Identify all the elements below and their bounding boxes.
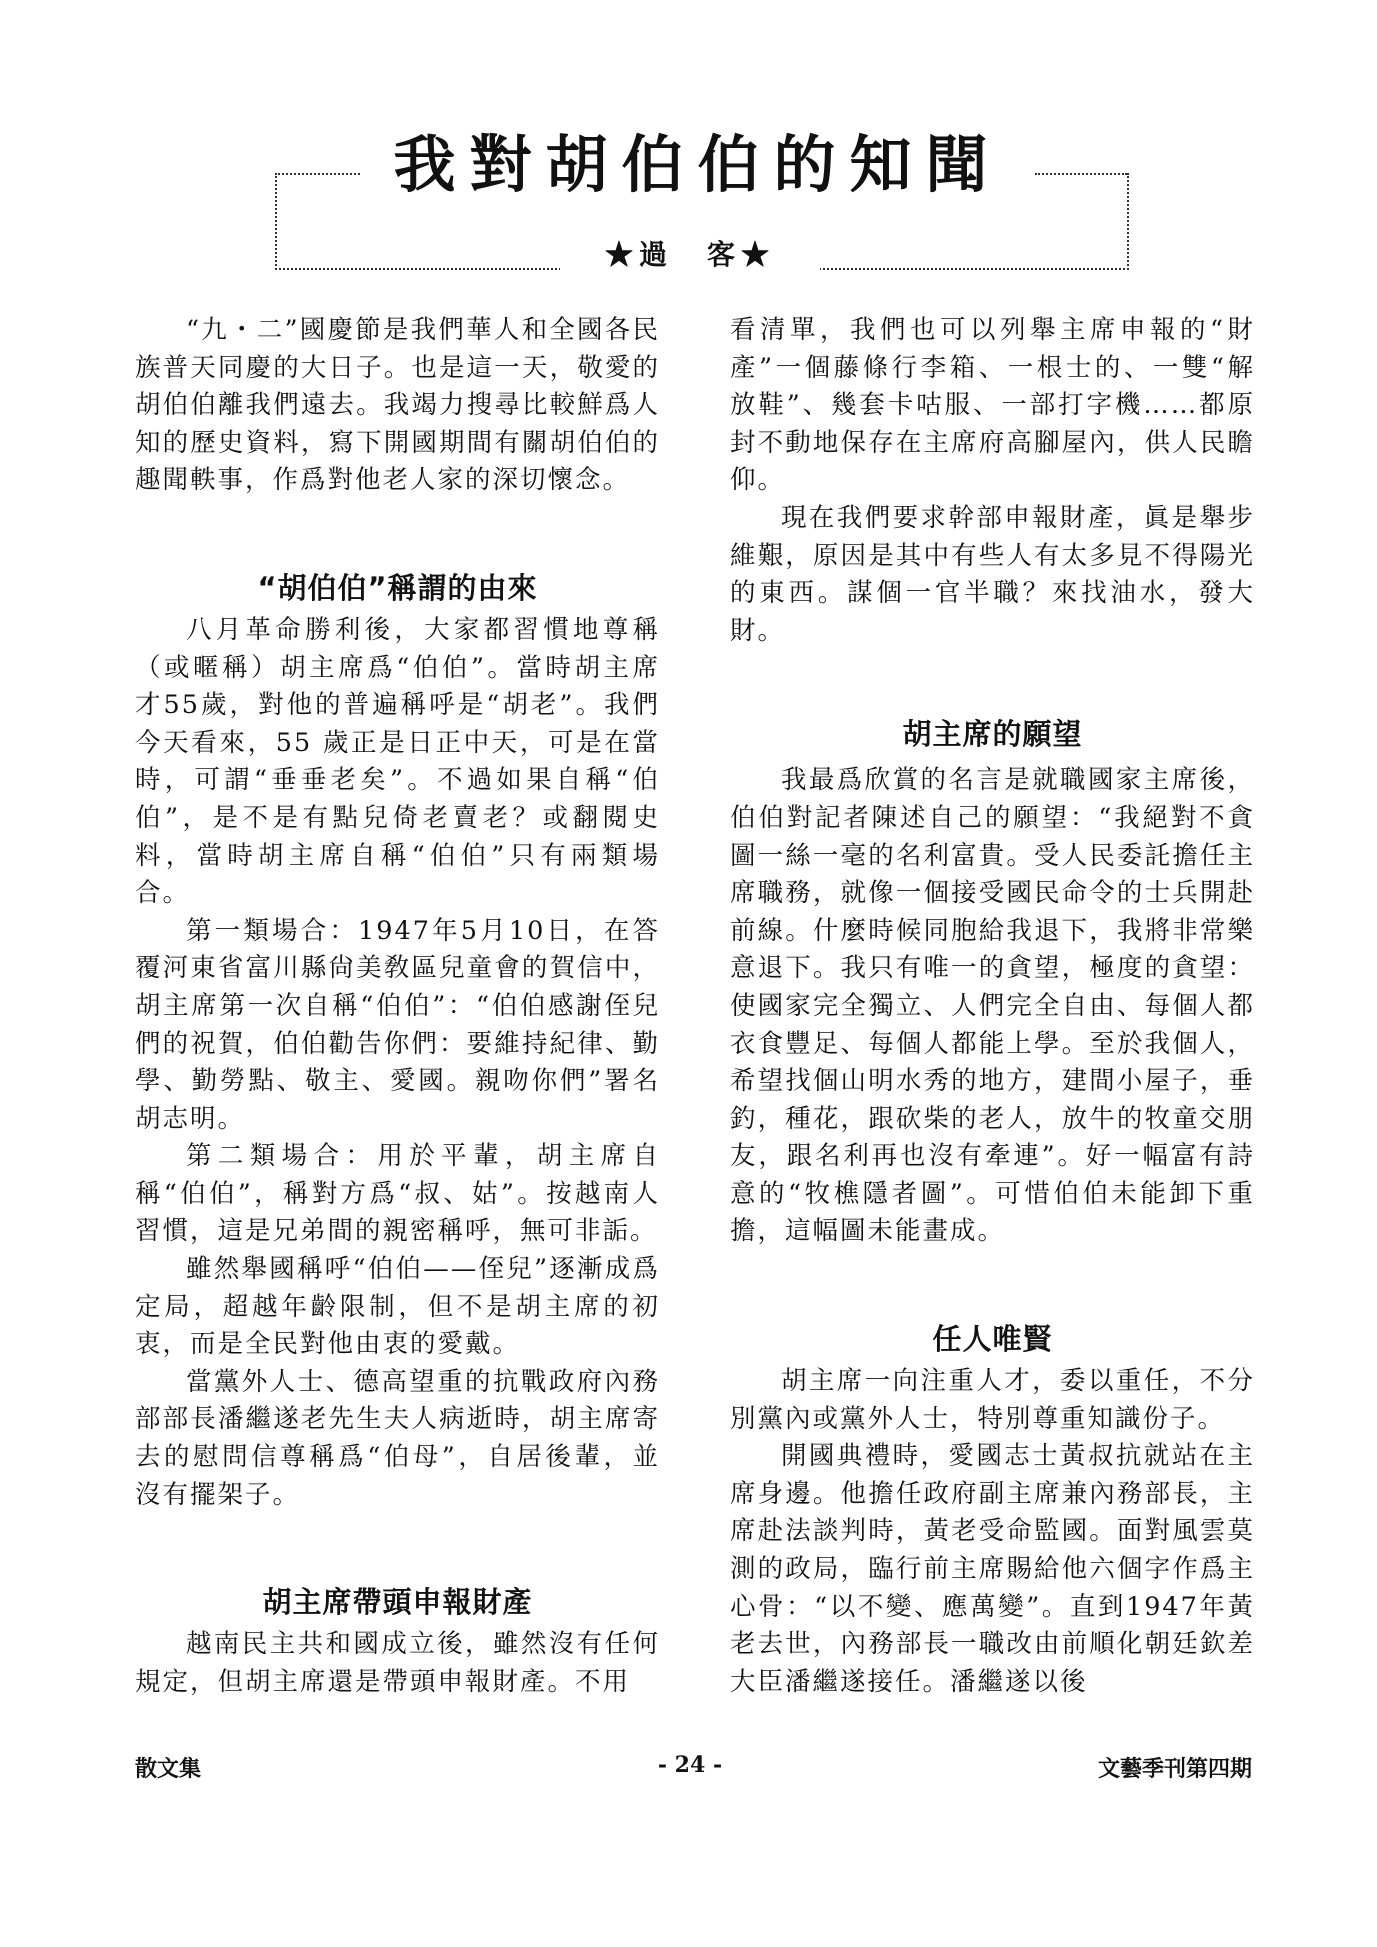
paragraph: 胡主席一向注重人才，委以重任，不分別黨內或黨外人士，特別尊重知識份子。 [730,1366,1255,1434]
paragraph: 現在我們要求幹部申報財產，眞是舉步維艱，原因是其中有些人有太多見不得陽光的東西。謀個一官半職？來找油水，發大財。 [730,502,1255,646]
paragraph: 我最爲欣賞的名言是就職國家主席後，伯伯對記者陳述自己的願望：“我絕對不貪圖一絲一毫的名利富貴。受人民委託擔任主席職務，就像一個接受國民命令的士兵開赴前線。什麼時候同胞給我退下，我將非常樂意退下。我只有唯一的貪望，極度的貪望：使國家完全獨立、人們完全自由、每個人都衣食豐足、每個人都能上學。至於我個人，希望找個山明水秀的地方，建間小屋子，垂釣，種花，跟砍柴的老人，放牛的牧童交朋友，跟名利再也沒有牽連”。好一幅富有詩意的“牧樵隱者圖”。可惜伯伯未能卸下重擔，這幅圖未能畫成。 [730,765,1255,1247]
footer-publication: 文藝季刊第四期 [1097,1757,1252,1782]
paragraph: 八月革命勝利後，大家都習慣地尊稱（或暱稱）胡主席爲“伯伯”。當時胡主席才55歲，對他的普遍稱呼是“胡老”。我們今天看來，55 歲正是日正中天，可是在當時，可謂“垂垂老矣”。不過如果自稱“伯伯”，是不是有點兒倚老賣老？或翻閱史料，當時胡主席自稱“伯伯”只有兩類場合。 [135,614,660,909]
section-heading-title-origin: “胡伯伯”稱謂的由來 [257,570,538,605]
section-heading-meritocracy: 任人唯賢 [932,1322,1053,1357]
intro-paragraph: “九・二”國慶節是我們華人和全國各民族普天同慶的大日子。也是這一天，敬愛的胡伯伯離我們遠去。我竭力搜尋比較鮮爲人知的歷史資料，寫下開國期間有關胡伯伯的趣聞軼事，作爲對他老人家的深切懷念。 [135,315,660,496]
page-number: - 24 - [657,1752,723,1778]
paragraph: 雖然舉國稱呼“伯伯——侄兒”逐漸成爲定局，超越年齡限制，但不是胡主席的初衷，而是全民對他由衷的愛戴。 [135,1254,660,1360]
left-column [135,312,660,1701]
footer-section-name: 散文集 [135,1757,202,1782]
section-heading-asset-declaration: 胡主席帶頭申報財產 [262,1585,533,1620]
paragraph: 當黨外人士、德高望重的抗戰政府內務部部長潘繼遂老先生夫人病逝時，胡主席寄去的慰問信尊稱爲“伯母”，自居後輩，並沒有擺架子。 [135,1366,660,1510]
paragraph: 開國典禮時，愛國志士黃叔抗就站在主席身邊。他擔任政府副主席兼內務部長，主席赴法談判時，黃老受命監國。面對風雲莫測的政局，臨行前主席賜給他六個字作爲主心骨：“以不變、應萬變”。直到1947年黃老去世，內務部長一職改由前順化朝廷欽差大臣潘繼遂接任。潘繼遂以後 [730,1441,1255,1697]
author-byline: ★過 客★ [560,235,820,275]
right-column [730,312,1255,1701]
paragraph-continued: 看清單，我們也可以列舉主席申報的“財產”一個藤條行李箱、一根士的、一雙“解放鞋”、幾套卡咕服、一部打字機……都原封不動地保存在主席府高腳屋內，供人民瞻仰。 [730,315,1255,496]
article-title: 我對胡伯伯的知聞 [393,128,1002,201]
paragraph: 第一類場合：1947年5月10日，在答覆河東省富川縣尙美敎區兒童會的賀信中，胡主席第一次自稱“伯伯”：“伯伯感謝侄兒們的祝賀，伯伯勸告你們：要維持紀律、勤學、勤勞點、敬主、愛國。親吻你們”署名胡志明。 [135,915,660,1134]
section-heading-wish: 胡主席的願望 [902,717,1083,752]
paragraph: 越南民主共和國成立後，雖然沒有任何規定，但胡主席還是帶頭申報財產。不用 [135,1629,660,1697]
paragraph: 第二類場合：用於平輩，胡主席自稱“伯伯”，稱對方爲“叔、姑”。按越南人習慣，這是兄弟間的親密稱呼，無可非詬。 [135,1141,660,1247]
